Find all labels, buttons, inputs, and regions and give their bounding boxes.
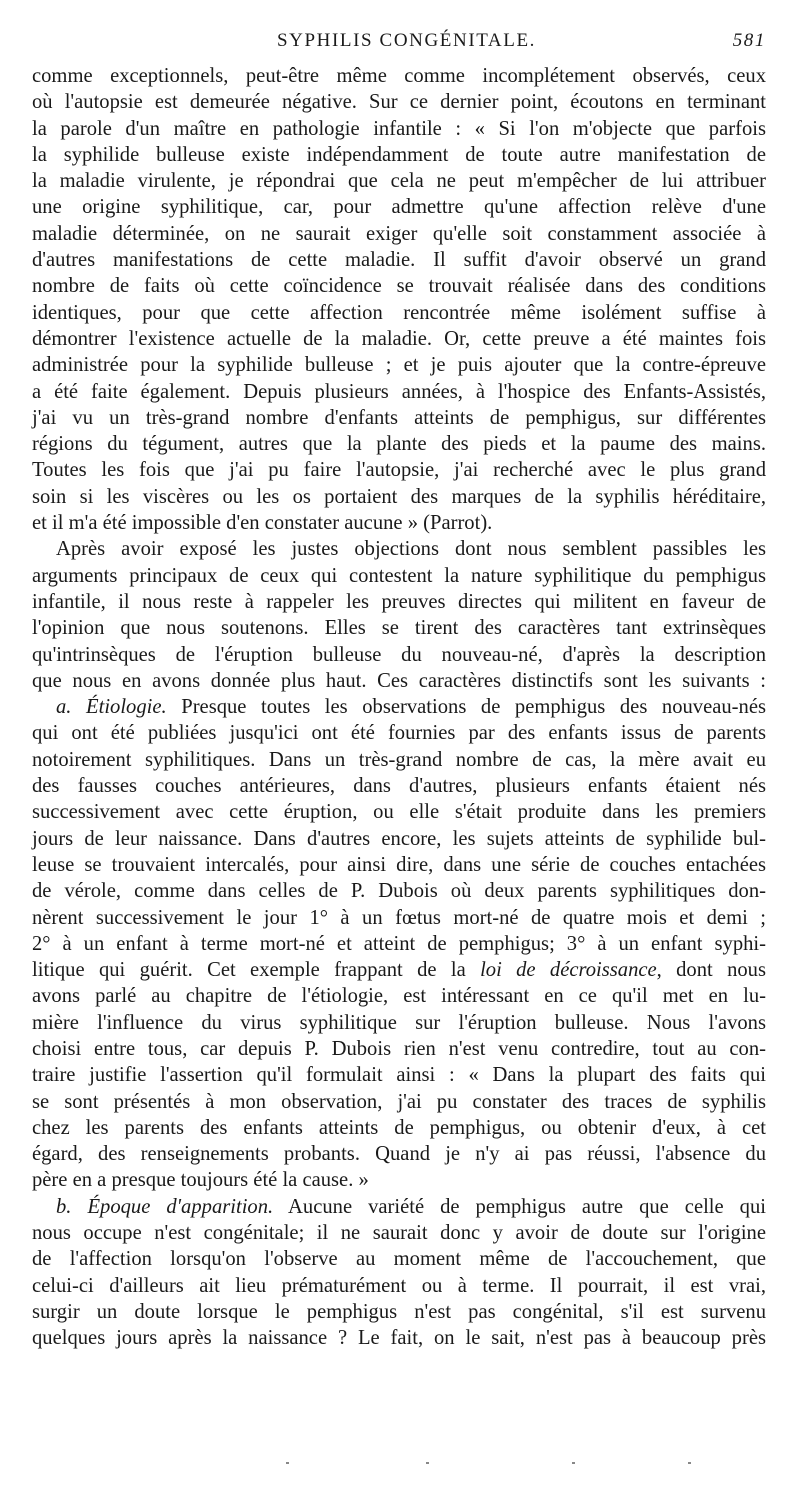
- text-line: [32, 1194, 766, 1220]
- text-line: l'opinion que nous soutenons. Elles se tirent des caractères tant extrinsèques: [32, 617, 766, 640]
- text-line: nèrent successivement le jour 1° à un fœtus mort-né de quatre mois et demi ;: [32, 906, 766, 929]
- scan-speck: [572, 1462, 575, 1464]
- text-line: et il m'a été impossible d'en constater aucune » (Parrot).: [32, 512, 493, 535]
- text-line: quelques jours après la naissance ? Le fait, on le sait, n'est pas à beaucoup près: [32, 1327, 766, 1350]
- text-line: où l'autopsie est demeurée négative. Sur ce dernier point, écoutons en terminant: [32, 91, 766, 114]
- text-line: de l'affection lorsqu'on l'observe au moment même de l'accouchement, que: [32, 1248, 766, 1271]
- text-line: notoirement syphilitiques. Dans un très-grand nombre de cas, la mère avait eu: [32, 748, 766, 771]
- text-line: égard, des renseignements probants. Quand je n'y ai pas réussi, l'absence du: [32, 1143, 766, 1166]
- text-line: démontrer l'existence actuelle de la maladie. Or, cette preuve a été maintes fois: [32, 327, 766, 350]
- text-line: se sont présentés à mon observation, j'ai pu constater des traces de syphilis: [32, 1090, 766, 1113]
- text-line: qu'intrinsèques de l'éruption bulleuse du nouveau-né, d'après la description: [32, 643, 766, 666]
- text-line: père en a presque toujours été la cause. »: [32, 1169, 369, 1192]
- text-line: maladie déterminée, on ne saurait exiger qu'elle soit constamment associée à: [32, 222, 766, 245]
- scan-speck: [286, 1462, 289, 1464]
- text-line: [32, 957, 766, 983]
- page-header: [32, 30, 766, 58]
- emphasis-term: loi de décroissance: [480, 959, 657, 982]
- text-run: , dont nous: [656, 959, 766, 982]
- body-text: [32, 63, 766, 1352]
- text-line: arguments principaux de ceux qui contestent la nature syphilitique du pemphigus: [32, 564, 766, 587]
- text-line: j'ai vu un très-grand nombre d'enfants atteints de pemphigus, sur différentes: [32, 406, 766, 429]
- text-line: traire justifie l'assertion qu'il formulait ainsi : « Dans la plupart des faits qui: [32, 1064, 766, 1087]
- text-line: la syphilide bulleuse existe indépendamment de toute autre manifestation de: [32, 143, 766, 166]
- text-line: une origine syphilitique, car, pour admettre qu'une affection relève d'une: [32, 196, 766, 219]
- text-line: celui-ci d'ailleurs ait lieu prématurément ou à terme. Il pourrait, il est vrai,: [32, 1274, 766, 1297]
- text-line: successivement avec cette éruption, ou elle s'était produite dans les premiers: [32, 801, 766, 824]
- page-number: 581: [732, 30, 766, 51]
- text-line: [32, 694, 766, 720]
- text-line: 2° à un enfant à terme mort-né et atteint de pemphigus; 3° à un enfant syphi-: [32, 932, 766, 955]
- text-line: infantile, il nous reste à rappeler les preuves directes qui militent en faveur de: [32, 590, 766, 613]
- text-line: surgir un doute lorsque le pemphigus n'est pas congénital, s'il est survenu: [32, 1300, 766, 1323]
- text-line: de vérole, comme dans celles de P. Dubois où deux parents syphilitiques don-: [32, 880, 766, 903]
- text-line: chez les parents des enfants atteints de pemphigus, ou obtenir d'eux, à cet: [32, 1116, 766, 1139]
- text-line: avons parlé au chapitre de l'étiologie, est intéressant en ce qu'il met en lu-: [32, 985, 766, 1008]
- text-line: Toutes les fois que j'ai pu faire l'autopsie, j'ai recherché avec le plus grand: [32, 459, 766, 482]
- running-title: SYPHILIS CONGÉNITALE.: [277, 30, 537, 51]
- text-line: d'autres manifestations de cette maladie. Il suffit d'avoir observé un grand: [32, 249, 766, 272]
- text-line: la parole d'un maître en pathologie infantile : « Si l'on m'objecte que parfois: [32, 117, 766, 140]
- text-run: Aucune variété de pemphigus autre que celle qui: [273, 1195, 766, 1218]
- text-line: comme exceptionnels, peut-être même comme incomplétement observés, ceux: [32, 65, 766, 87]
- text-line: nous occupe n'est congénitale; il ne saurait donc y avoir de doute sur l'origine: [32, 1222, 766, 1245]
- scan-speck: [688, 1462, 691, 1464]
- scan-speck: [426, 1462, 429, 1464]
- text-line: jours de leur naissance. Dans d'autres encore, les sujets atteints de syphilide bul-: [32, 827, 766, 850]
- text-line: régions du tégument, autres que la plante des pieds et la paume des mains.: [32, 433, 766, 456]
- text-line: soin si les viscères ou les os portaient des marques de la syphilis héréditaire,: [32, 485, 766, 508]
- text-line: identiques, pour que cette affection rencontrée même isolément suffise à: [32, 301, 766, 324]
- text-run: litique qui guérit. Cet exemple frappant de la: [32, 959, 481, 982]
- text-line: la maladie virulente, je répondrai que cela ne peut m'empêcher de lui attribuer: [32, 170, 766, 193]
- section-heading-epoque: b. Époque d'apparition.: [56, 1195, 274, 1218]
- text-line: nombre de faits où cette coïncidence se trouvait réalisée dans des conditions: [32, 275, 766, 298]
- text-line: Après avoir exposé les justes objections dont nous semblent passibles les: [56, 538, 766, 561]
- section-heading-etiologie: a. Étiologie.: [56, 696, 167, 719]
- text-line: des fausses couches antérieures, dans d'autres, plusieurs enfants étaient nés: [32, 775, 766, 798]
- text-line: choisi entre tous, car depuis P. Dubois rien n'est venu contredire, tout au con-: [32, 1037, 766, 1060]
- scan-specks: [0, 1462, 800, 1474]
- text-line: que nous en avons donnée plus haut. Ces caractères distinctifs sont les suivants :: [32, 669, 766, 692]
- text-line: administrée pour la syphilide bulleuse ; et je puis ajouter que la contre-épreuve: [32, 354, 766, 377]
- text-line: qui ont été publiées jusqu'ici ont été fournies par des enfants issus de parents: [32, 722, 766, 745]
- text-line: a été faite également. Depuis plusieurs années, à l'hospice des Enfants-Assistés,: [32, 380, 766, 403]
- text-run: Presque toutes les observations de pemphigus des nouveau-nés: [166, 696, 766, 719]
- text-line: mière l'influence du virus syphilitique sur l'éruption bulleuse. Nous l'avons: [32, 1011, 766, 1034]
- text-line: leuse se trouvaient intercalés, pour ainsi dire, dans une série de couches entachées: [32, 853, 766, 876]
